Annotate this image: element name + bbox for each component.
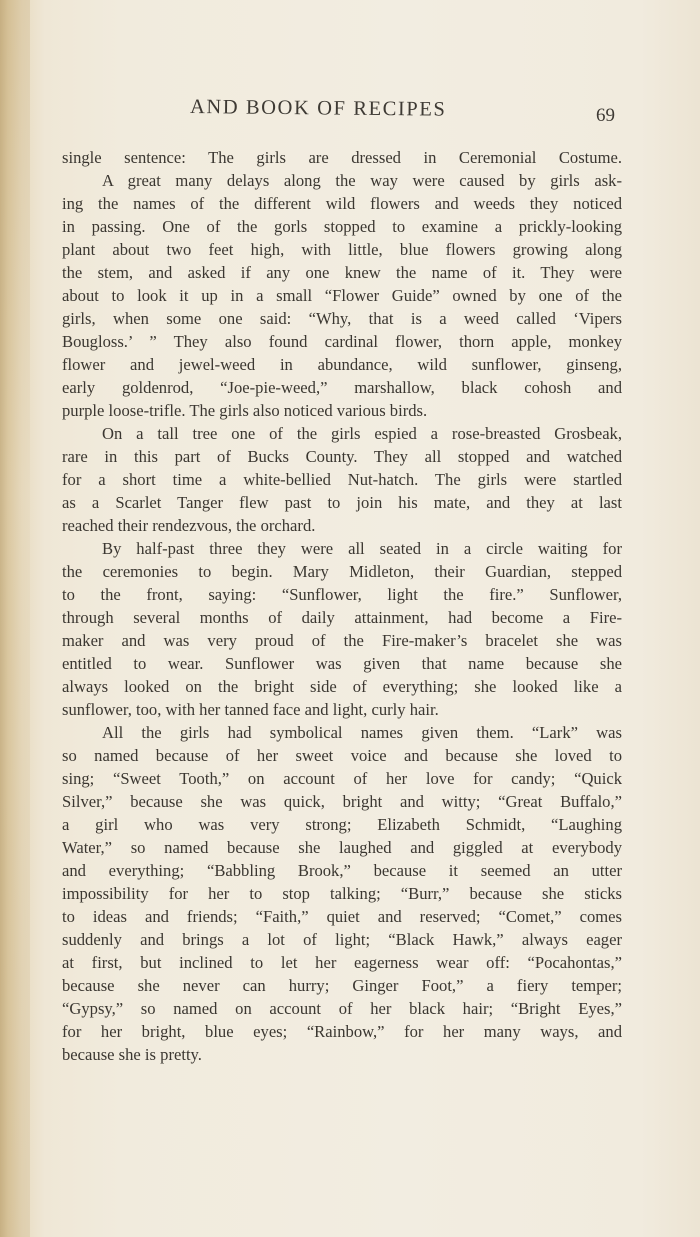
text-line: in passing. One of the gorls stopped to examine a prickly-looking	[62, 217, 622, 236]
text-line: Bougloss.’ ” They also found cardinal flower, thorn apple, monkey	[62, 332, 622, 351]
text-line: and everything; “Babbling Brook,” because it seemed an utter	[62, 861, 622, 880]
text-line: through several months of daily attainment, had become a Fire-	[62, 608, 622, 627]
text-line: impossibility for her to stop talking; “Burr,” because she sticks	[62, 884, 622, 903]
text-line: always looked on the bright side of everything; she looked like a	[62, 677, 622, 696]
page-number: 69	[596, 105, 615, 126]
text-line: about to look it up in a small “Flower Guide” owned by one of the	[62, 286, 622, 305]
text-line: purple loose-trifle. The girls also noticed various birds.	[62, 401, 428, 420]
text-line: All the girls had symbolical names given them. “Lark” was	[102, 723, 622, 742]
text-line: to the front, saying: “Sunflower, light the fire.” Sunflower,	[62, 585, 622, 604]
text-line: maker and was very proud of the Fire-maker’s bracelet she was	[62, 631, 622, 650]
text-line: sing; “Sweet Tooth,” on account of her love for candy; “Quick	[62, 769, 622, 788]
text-line: so named because of her sweet voice and because she loved to	[62, 746, 622, 765]
text-line: flower and jewel-weed in abundance, wild sunflower, ginseng,	[62, 355, 622, 374]
text-line: A great many delays along the way were caused by girls ask-	[102, 171, 622, 190]
text-line: sunflower, too, with her tanned face and light, curly hair.	[62, 700, 439, 719]
text-line: rare in this part of Bucks County. They all stopped and watched	[62, 447, 622, 466]
text-line: early goldenrod, “Joe-pie-weed,” marshallow, black cohosh and	[62, 378, 622, 397]
text-line: “Gypsy,” so named on account of her black hair; “Bright Eyes,”	[62, 999, 622, 1018]
body-text	[62, 146, 622, 1066]
text-line: for her bright, blue eyes; “Rainbow,” for her many ways, and	[62, 1022, 622, 1041]
text-line: suddenly and brings a lot of light; “Black Hawk,” always eager	[62, 930, 622, 949]
text-line: the stem, and asked if any one knew the name of it. They were	[62, 263, 622, 282]
text-line: entitled to wear. Sunflower was given that name because she	[62, 654, 622, 673]
text-line: Water,” so named because she laughed and giggled at everybody	[62, 838, 622, 857]
text-line: because she is pretty.	[62, 1045, 202, 1064]
text-line: at first, but inclined to let her eagerness wear off: “Pocahontas,”	[62, 953, 622, 972]
text-line: single sentence: The girls are dressed in Ceremonial Costume.	[62, 148, 622, 167]
text-line: reached their rendezvous, the orchard.	[62, 516, 316, 535]
text-line: On a tall tree one of the girls espied a rose-breasted Grosbeak,	[102, 424, 622, 443]
text-line: for a short time a white-bellied Nut-hatch. The girls were startled	[62, 470, 622, 489]
text-line: to ideas and friends; “Faith,” quiet and reserved; “Comet,” comes	[62, 907, 622, 926]
text-line: the ceremonies to begin. Mary Midleton, their Guardian, stepped	[62, 562, 622, 581]
text-line: plant about two feet high, with little, blue flowers growing along	[62, 240, 622, 259]
text-line: By half-past three they were all seated in a circle waiting for	[102, 539, 622, 558]
running-head: AND BOOK OF RECIPES	[189, 96, 447, 121]
text-line: ing the names of the different wild flowers and weeds they noticed	[62, 194, 622, 213]
text-line: because she never can hurry; Ginger Foot,” a fiery temper;	[62, 976, 622, 995]
text-line: as a Scarlet Tanger flew past to join his mate, and they at last	[62, 493, 622, 512]
text-line: a girl who was very strong; Elizabeth Schmidt, “Laughing	[62, 815, 622, 834]
text-line: girls, when some one said: “Why, that is a weed called ‘Vipers	[62, 309, 622, 328]
text-line: Silver,” because she was quick, bright and witty; “Great Buffalo,”	[62, 792, 622, 811]
